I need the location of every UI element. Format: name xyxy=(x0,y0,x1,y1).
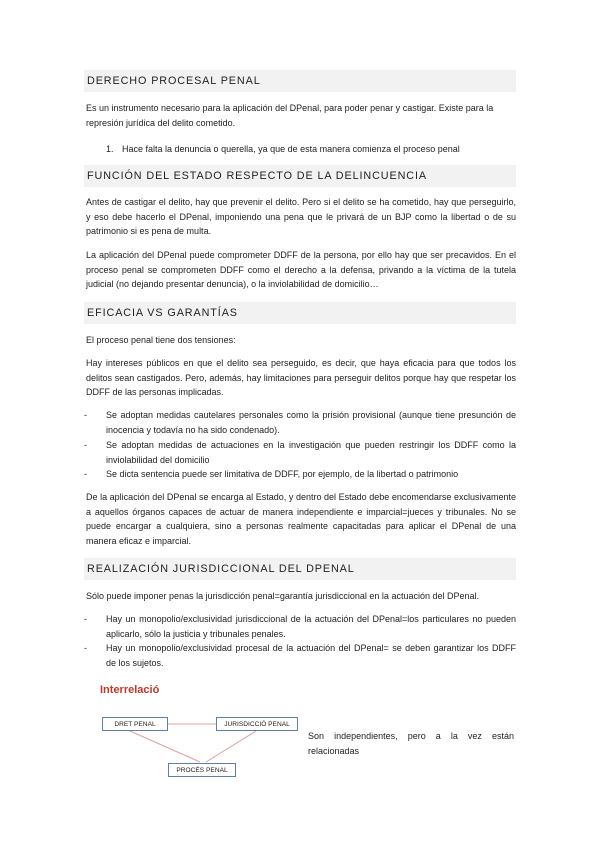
section-heading-funcion-estado: FUNCIÓN DEL ESTADO RESPECTO DE LA DELINCUENCIA xyxy=(84,165,516,187)
list-marker: 1. xyxy=(106,144,114,154)
connector-line xyxy=(206,731,256,762)
list-item-text: Se adoptan medidas cautelares personales como la prisión provisional (aunque tiene presunción de inocencia y todavía no ha sido condenado). xyxy=(106,410,516,435)
box-dret-penal: DRET PENAL xyxy=(102,717,168,731)
list-item-text: Se dicta sentencia puede ser limitativa de DDFF, por ejemplo, de la libertad o patrimonio xyxy=(106,469,459,479)
list-item xyxy=(84,438,516,467)
paragraph: El proceso penal tiene dos tensiones: xyxy=(86,335,236,345)
list-item-text: Hay un monopolio/exclusividad procesal de la actuación del DPenal= se deben garantizar los DDFF de los sujetos. xyxy=(106,643,516,668)
list-marker: - xyxy=(84,614,87,624)
list-item-text: Hay un monopolio/exclusividad jurisdiccional de la actuación del DPenal=los particulares no pueden aplicarlo, sólo la justicia y tribunales penales. xyxy=(106,614,516,639)
list-item-text: Se adoptan medidas de actuaciones en la investigación que pueden restringir los DDFF como la inviolabilidad del domicilio xyxy=(106,440,516,465)
list-marker: - xyxy=(84,643,87,653)
diagram-title: Interrelació xyxy=(100,684,160,696)
box-jurisdiccio-penal: JURISDICCIÓ PENAL xyxy=(216,717,298,731)
paragraph: Es un instrumento necesario para la aplicación del DPenal, para poder penar y castigar. Existe para la represión jurídica del delito cometido. xyxy=(86,103,494,128)
paragraph: Antes de castigar el delito, hay que prevenir el delito. Pero si el delito se ha cometido, hay que perseguirlo, y eso debe hacerlo el DPenal, imponiendo una pena que le privará de un BJP como la libertad o de su patrimonio si es pena de multa. xyxy=(86,197,516,237)
list-item-text: Hace falta la denuncia o querella, ya que de esta manera comienza el proceso penal xyxy=(122,144,460,154)
list-item xyxy=(106,142,516,157)
paragraph: Hay intereses públicos en que el delito sea perseguido, es decir, que haya eficacia para que todos los delitos sean castigados. Pero, además, hay limitaciones para perseguir delitos porque hay que respetar los DDFF de las personas implicadas. xyxy=(86,358,516,398)
list-item xyxy=(84,641,516,670)
list-marker: - xyxy=(84,440,87,450)
diagram-note: Son independientes, pero a la vez están relacionadas xyxy=(308,731,514,756)
list-marker: - xyxy=(84,410,87,420)
section-heading-derecho-procesal: DERECHO PROCESAL PENAL xyxy=(84,70,516,92)
connector-line xyxy=(130,731,200,762)
list-item xyxy=(84,467,516,482)
list-marker: - xyxy=(84,469,87,479)
interrelation-diagram xyxy=(96,710,306,780)
paragraph: Sólo puede imponer penas la jurisdicción penal=garantía jurisdiccional en la actuación del DPenal. xyxy=(86,591,479,601)
section-heading-eficacia-garantias: EFICACIA VS GARANTÍAS xyxy=(84,302,516,324)
list-item xyxy=(84,612,516,641)
box-proces-penal: PROCÉS PENAL xyxy=(168,763,236,777)
paragraph: La aplicación del DPenal puede comprometer DDFF de la persona, por ello hay que ser precavidos. En el proceso penal se comprometen DDFF como el derecho a la defensa, privando a la víctima de la tutela judicial (no dejando presentar denuncia), o la inviolabilidad de domicilio… xyxy=(86,250,516,290)
list-item xyxy=(84,408,516,437)
paragraph: De la aplicación del DPenal se encarga al Estado, y dentro del Estado debe encomendarse exclusivamente a aquellos órganos capaces de actuar de manera independiente e imparcial=jueces y tribunales. No se puede encargar a cualquiera, sino a personas realmente capacitadas para aplicar el DPenal de una manera eficaz e imparcial. xyxy=(86,492,516,546)
section-heading-realizacion-jurisdiccional: REALIZACIÓN JURISDICCIONAL DEL DPENAL xyxy=(84,558,516,580)
